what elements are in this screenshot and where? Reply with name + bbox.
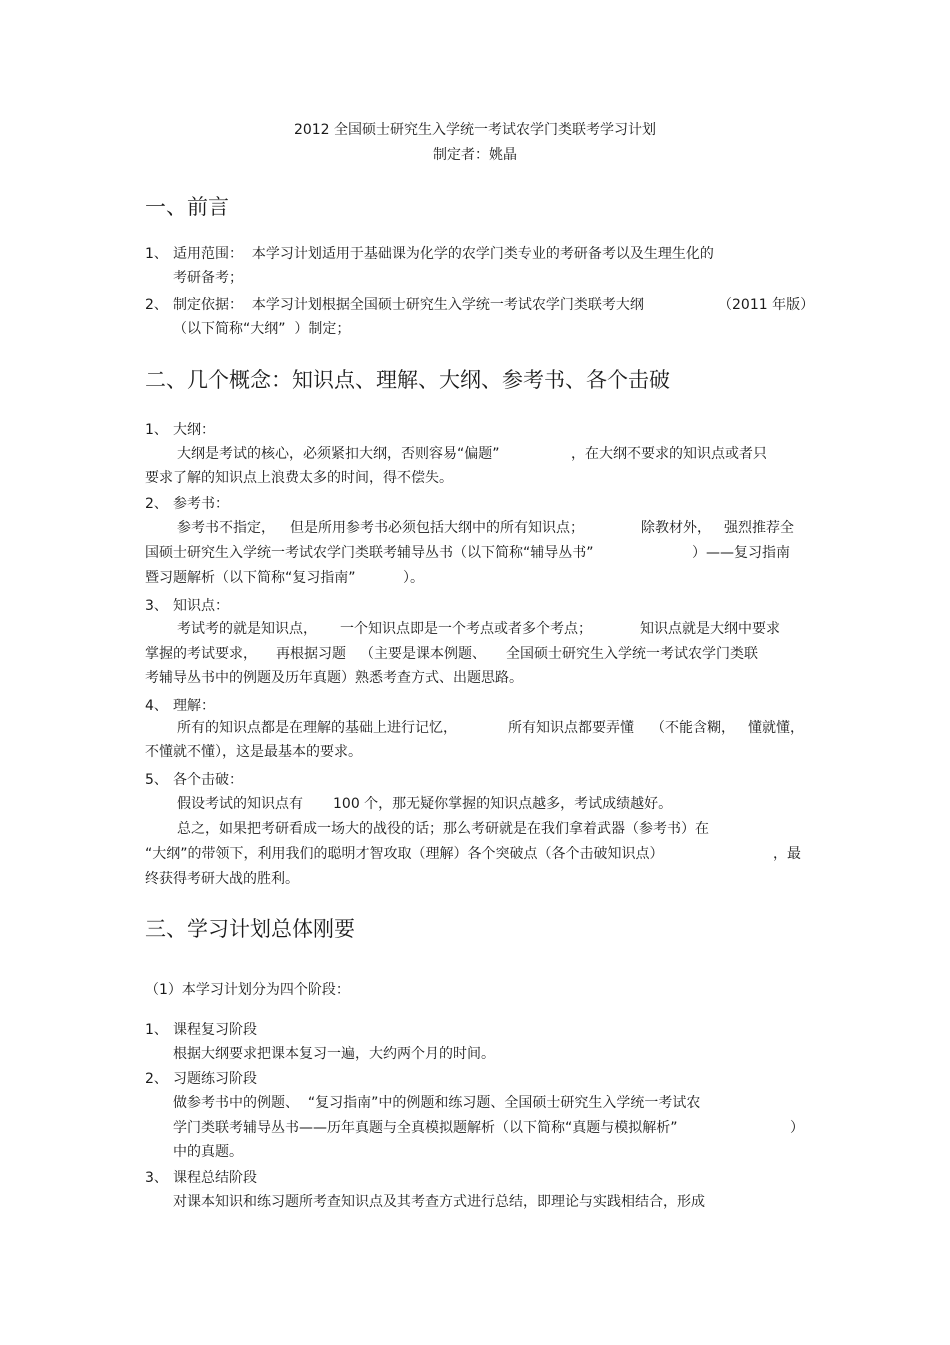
s2-item4-text: 不懂就不懂），这是最基本的要求。 bbox=[145, 744, 362, 760]
s2-item2-text: ）。 bbox=[403, 570, 424, 586]
s2-item1-number: 1、 bbox=[145, 422, 168, 438]
s2-item1-text: 要求了解的知识点上浪费太多的时间，得不偿失。 bbox=[145, 470, 453, 486]
s3-stage2-title: 习题练习阶段 bbox=[173, 1071, 257, 1087]
s2-item2-text: ）——复习指南 bbox=[692, 545, 790, 561]
s2-item3-number: 3、 bbox=[145, 598, 168, 614]
s3-stage3-number: 3、 bbox=[145, 1170, 168, 1186]
s2-item5-text: 100 个，那无疑你掌握的知识点越多，考试成绩越好。 bbox=[333, 796, 673, 812]
s1-item2-line2: （以下简称“大纲” ）制定； bbox=[173, 321, 351, 337]
s2-item2-label: 参考书： bbox=[173, 496, 229, 512]
s2-item3-text: 全国硕士研究生入学统一考试农学门类联 bbox=[506, 646, 758, 662]
s2-item2-text: 国硕士研究生入学统一考试农学门类联考辅导丛书（以下简称“辅导丛书” bbox=[145, 545, 594, 561]
section3-heading: 三、学习计划总体刚要 bbox=[145, 917, 355, 941]
s2-item4-text: 所有的知识点都是在理解的基础上进行记忆， bbox=[177, 720, 457, 736]
s2-item4-text: 懂就懂， bbox=[748, 720, 804, 736]
s2-item2-text: 参考书不指定， bbox=[177, 520, 275, 536]
s2-item5-text: 假设考试的知识点有 bbox=[177, 796, 303, 812]
s1-item1-line1: 适用范围： 本学习计划适用于基础课为化学的农学门类专业的考研备考以及生理生化的 bbox=[173, 246, 714, 262]
s2-item2-text: 除教材外， bbox=[641, 520, 711, 536]
s2-item4-label: 理解： bbox=[173, 698, 215, 714]
s2-item2-text: 强烈推荐全 bbox=[724, 520, 794, 536]
s3-stage3-title: 课程总结阶段 bbox=[173, 1170, 257, 1186]
s2-item5-text: ，最 bbox=[773, 846, 801, 862]
s2-item3-text: （主要是课本例题、 bbox=[360, 646, 486, 662]
s2-item3-text: 掌握的考试要求， bbox=[145, 646, 257, 662]
s2-item5-text: 终获得考研大战的胜利。 bbox=[145, 871, 299, 887]
s3-stage2-text: ） bbox=[790, 1120, 804, 1136]
s3-stage2-text: 中的真题。 bbox=[173, 1144, 243, 1160]
s2-item5-label: 各个击破： bbox=[173, 772, 243, 788]
s2-item3-text: 考试考的就是知识点， bbox=[177, 621, 317, 637]
s3-stage1-text: 根据大纲要求把课本复习一遍，大约两个月的时间。 bbox=[173, 1046, 495, 1062]
s1-item2-line1-tail: （2011 年版） bbox=[718, 297, 815, 313]
s2-item4-number: 4、 bbox=[145, 698, 168, 714]
s2-item5-text: “大纲”的带领下，利用我们的聪明才智攻取（理解）各个突破点（各个击破知识点） bbox=[145, 846, 664, 862]
s3-stage3-text: 对课本知识和练习题所考查知识点及其考查方式进行总结，即理论与实践相结合，形成 bbox=[173, 1194, 705, 1210]
s1-item2-line1: 制定依据： 本学习计划根据全国硕士研究生入学统一考试农学门类联考大纲 bbox=[173, 297, 644, 313]
s2-item3-text: 考辅导丛书中的例题及历年真题）熟悉考查方式、出题思路。 bbox=[145, 670, 523, 686]
s1-item1-number: 1、 bbox=[145, 246, 168, 262]
s2-item3-text: 一个知识点即是一个考点或者多个考点； bbox=[340, 621, 592, 637]
s1-item1-line2: 考研备考； bbox=[173, 270, 243, 286]
s3-stage1-title: 课程复习阶段 bbox=[173, 1022, 257, 1038]
s2-item5-number: 5、 bbox=[145, 772, 168, 788]
s2-item4-text: （不能含糊， bbox=[651, 720, 735, 736]
section3-intro: （1）本学习计划分为四个阶段： bbox=[145, 982, 350, 998]
s2-item2-text: 暨习题解析（以下简称“复习指南” bbox=[145, 570, 356, 586]
s2-item2-text: 但是所用参考书必须包括大纲中的所有知识点； bbox=[290, 520, 584, 536]
s2-item3-text: 知识点就是大纲中要求 bbox=[640, 621, 780, 637]
s2-item2-number: 2、 bbox=[145, 496, 168, 512]
section1-heading: 一、前言 bbox=[145, 195, 229, 219]
s3-stage1-number: 1、 bbox=[145, 1022, 168, 1038]
s2-item1-text: ，在大纲不要求的知识点或者只 bbox=[571, 446, 767, 462]
document-title: 2012 全国硕士研究生入学统一考试农学门类联考学习计划 bbox=[293, 122, 657, 138]
s3-stage2-text: 学门类联考辅导丛书——历年真题与全真模拟题解析（以下简称“真题与模拟解析” bbox=[173, 1120, 678, 1136]
s2-item4-text: 所有知识点都要弄懂 bbox=[508, 720, 634, 736]
s2-item3-text: 再根据习题 bbox=[276, 646, 346, 662]
s3-stage2-number: 2、 bbox=[145, 1071, 168, 1087]
document-author: 制定者：姚晶 bbox=[433, 147, 517, 163]
s2-item1-text: 大纲是考试的核心，必须紧扣大纲，否则容易“偏题” bbox=[177, 446, 500, 462]
section2-heading: 二、几个概念：知识点、理解、大纲、参考书、各个击破 bbox=[145, 368, 670, 392]
s2-item3-label: 知识点： bbox=[173, 598, 229, 614]
s3-stage2-text: 做参考书中的例题、 “复习指南”中的例题和练习题、全国硕士研究生入学统一考试农 bbox=[173, 1095, 701, 1111]
s2-item1-label: 大纲： bbox=[173, 422, 215, 438]
s1-item2-number: 2、 bbox=[145, 297, 168, 313]
s2-item5-text: 总之，如果把考研看成一场大的战役的话；那么考研就是在我们拿着武器（参考书）在 bbox=[177, 821, 709, 837]
